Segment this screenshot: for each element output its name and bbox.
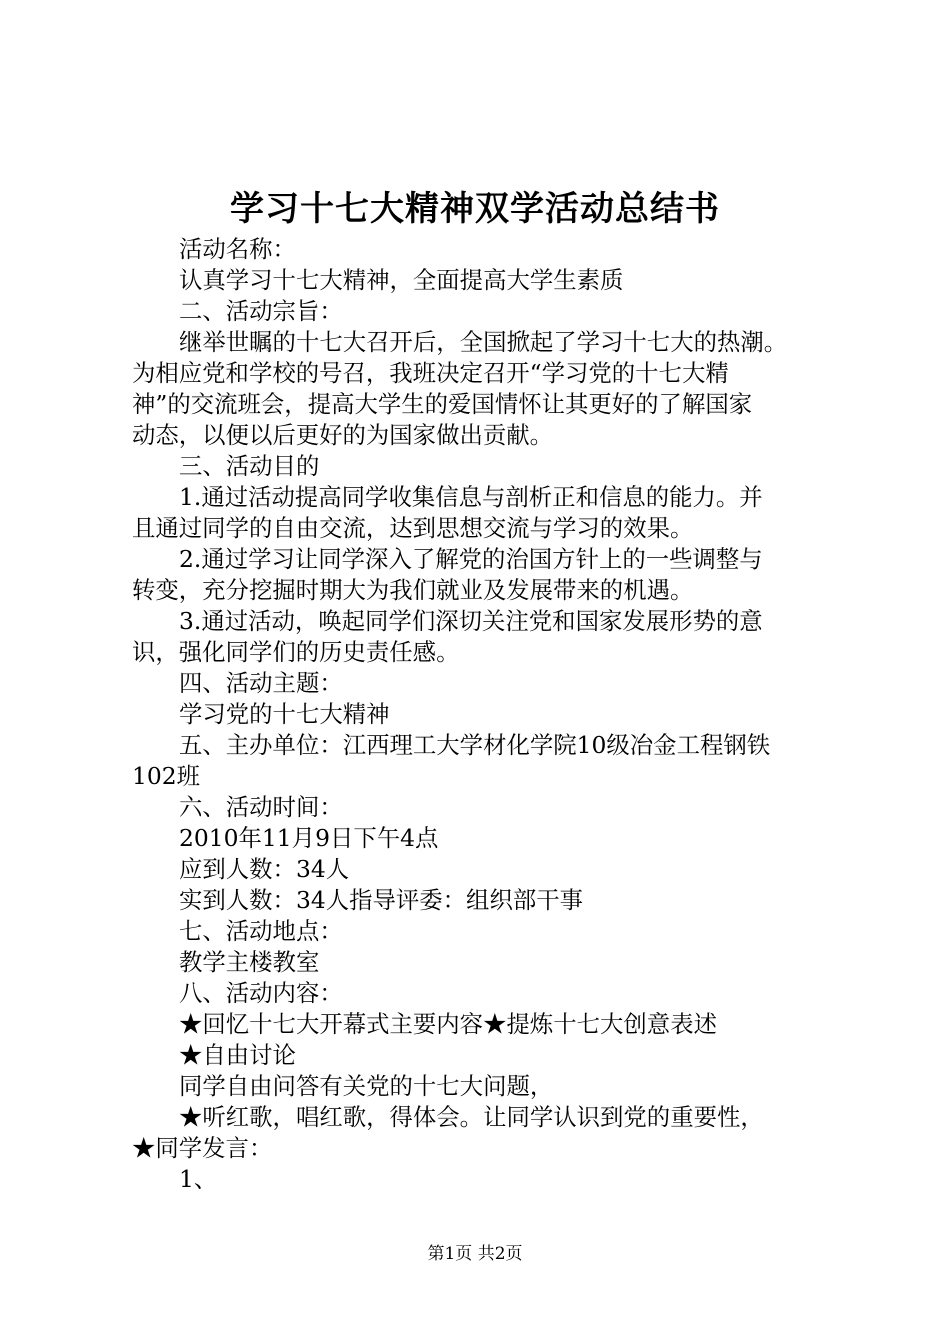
body-line: 同学自由问答有关党的十七大问题， [179,1072,554,1100]
page-footer: 第1页 共2页 [427,1244,523,1264]
document-body [132,234,856,1195]
body-line: 为相应党和学校的号召，我班决定召开“学习党的十七大精 [132,359,729,387]
body-line: 神”的交流班会，提高大学生的爱国情怀让其更好的了解国家 [132,390,753,418]
body-line: 102班 [132,762,201,790]
body-line: 2.通过学习让同学深入了解党的治国方针上的一些调整与 [179,545,763,573]
body-line: 学习党的十七大精神 [179,700,390,728]
body-line: 且通过同学的自由交流，达到思想交流与学习的效果。 [132,514,694,542]
body-line: 七、活动地点： [179,917,343,945]
body-line: 活动名称： [179,235,296,263]
body-line: ★听红歌，唱红歌，得体会。让同学认识到党的重要性， [179,1103,764,1131]
body-line: 三、活动目的 [179,452,320,480]
body-line: 继举世瞩的十七大召开后，全国掀起了学习十七大的热潮。 [179,328,788,356]
body-line: 二、活动宗旨： [179,297,343,325]
body-line: 转变，充分挖掘时期大为我们就业及发展带来的机遇。 [132,576,694,604]
body-line: 动态，以便以后更好的为国家做出贡献。 [132,421,554,449]
body-line: 1.通过活动提高同学收集信息与剖析正和信息的能力。并 [179,483,763,511]
body-line: 1、 [179,1165,218,1193]
body-line: ★回忆十七大开幕式主要内容★提炼十七大创意表述 [179,1010,717,1038]
body-line: ★同学发言： [132,1134,273,1162]
body-line: 四、活动主题： [179,669,343,697]
body-line: 五、主办单位：江西理工大学材化学院10级冶金工程钢铁 [179,731,771,759]
body-line: 3.通过活动，唤起同学们深切关注党和国家发展形势的意 [179,607,763,635]
body-line: 六、活动时间： [179,793,343,821]
body-line: 识，强化同学们的历史责任感。 [132,638,460,666]
body-line: 认真学习十七大精神，全面提高大学生素质 [179,266,624,294]
body-line: 八、活动内容： [179,979,343,1007]
document-title: 学习十七大精神双学活动总结书 [230,189,720,229]
body-line: 教学主楼教室 [179,948,320,976]
body-line: 应到人数：34人 [179,855,350,883]
body-line: 2010年11月9日下午4点 [179,824,439,852]
body-line: 实到人数：34人指导评委：组织部干事 [179,886,584,914]
body-line: ★自由讨论 [179,1041,296,1069]
